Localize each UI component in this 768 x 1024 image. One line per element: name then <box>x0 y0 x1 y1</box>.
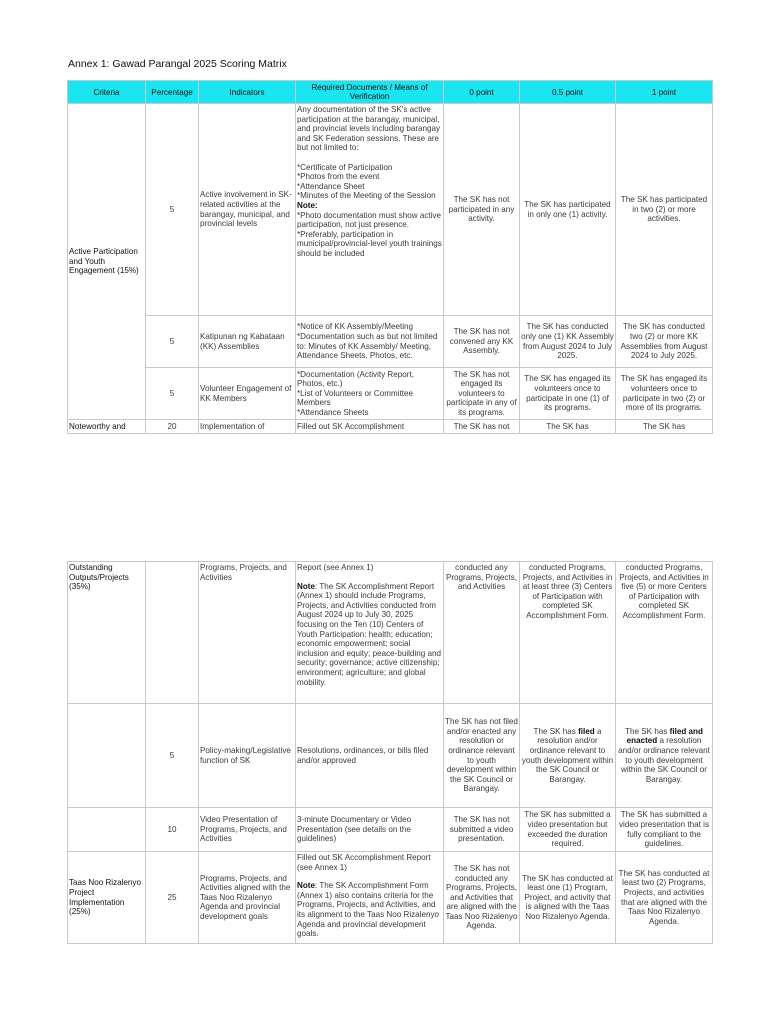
percentage-cell: 20 <box>146 420 199 434</box>
indicator-cell: Katipunan ng Kabataan (KK) Assemblies <box>199 316 296 368</box>
zero-point-cell: The SK has not participated in any activity. <box>444 104 520 316</box>
indicator-cell: Volunteer Engagement of KK Members <box>199 368 296 420</box>
header-percentage: Percentage <box>146 81 199 104</box>
percentage-cell: 5 <box>146 316 199 368</box>
zero-point-cell: conducted any Programs, Projects, and Activities <box>444 562 520 704</box>
required-documents-cell: Resolutions, ordinances, or bills filed and/or approved <box>296 704 444 808</box>
table-header-row <box>68 81 713 104</box>
required-documents-cell: *Documentation (Activity Report, Photos, etc.) *List of Volunteers or Committee Members *Attendance Sheets <box>296 368 444 420</box>
indicator-cell: Programs, Projects, and Activities aligned with the Taas Noo Rizalenyo Agenda and provincial development goals <box>199 852 296 944</box>
required-documents-cell <box>296 562 444 704</box>
table-row <box>68 104 713 316</box>
one-point-cell: conducted Programs, Projects, and Activities in five (5) or more Centers of Participation with completed SK Accomplishment Form. <box>616 562 713 704</box>
criteria-cell-outstanding-outputs: Outstanding Outputs/Projects (35%) <box>68 562 146 704</box>
note-label: Note <box>297 881 315 891</box>
one-point-cell: The SK has participated in two (2) or more activities. <box>616 104 713 316</box>
header-zero-point: 0 point <box>444 81 520 104</box>
one-point-cell: The SK has conducted at least two (2) Programs, Projects, and activities that are aligned with the Taas Noo Rizalenyo Agenda. <box>616 852 713 944</box>
zero-point-cell: The SK has not filed and/or enacted any resolution or ordinance relevant to youth development within the SK Council or Barangay. <box>444 704 520 808</box>
scoring-matrix-table-part-2 <box>67 561 713 944</box>
criteria-cell-empty <box>68 704 146 808</box>
cell-text-emphasis: filed <box>578 726 595 736</box>
scoring-matrix-table-part-1 <box>67 80 713 434</box>
one-point-cell: The SK has submitted a video presentation that is fully compliant to the guidelines. <box>616 808 713 852</box>
zero-point-cell: The SK has not engaged its volunteers to participate in any of its programs. <box>444 368 520 420</box>
note-text: : The SK Accomplishment Form (Annex 1) also contains criteria for the Programs, Projects, and Activities, and its alignment to the Taas Noo Rizalenyo Agenda and provincial development goals. <box>297 881 440 939</box>
percentage-cell: 5 <box>146 368 199 420</box>
half-point-cell: The SK has conducted only one (1) KK Assembly from August 2024 to July 2025. <box>520 316 616 368</box>
half-point-cell: The SK has participated in only one (1) activity. <box>520 104 616 316</box>
percentage-cell <box>146 562 199 704</box>
one-point-cell: The SK has engaged its volunteers once to participate in two (2) or more of its programs. <box>616 368 713 420</box>
header-criteria: Criteria <box>68 81 146 104</box>
half-point-cell: The SK has engaged its volunteers once to participate in one (1) of its programs. <box>520 368 616 420</box>
criteria-cell-taas-noo: Taas Noo Rizalenyo Project Implementation (25%) <box>68 852 146 944</box>
document-title: Annex 1: Gawad Parangal 2025 Scoring Matrix <box>68 58 287 70</box>
table-row <box>68 704 713 808</box>
required-documents-text: Report (see Annex 1) <box>297 563 374 572</box>
note-label: Note <box>297 581 315 591</box>
table-row <box>68 562 713 704</box>
cell-text-emphasis: filed and enacted <box>626 726 703 746</box>
zero-point-cell: The SK has not conducted any Programs, Projects, and Activities that are aligned with the Taas Noo Rizalenyo Agenda. <box>444 852 520 944</box>
required-documents-cell: 3-minute Documentary or Video Presentation (see details on the guidelines) <box>296 808 444 852</box>
half-point-cell: The SK has submitted a video presentation but exceeded the duration required. <box>520 808 616 852</box>
cell-text: The SK has <box>625 726 670 736</box>
table-row <box>68 852 713 944</box>
criteria-cell-noteworthy: Noteworthy and <box>68 420 146 434</box>
cell-text: a resolution and/or ordinance relevant to youth development within the SK Council or Barangay. <box>521 726 614 784</box>
table-row <box>68 420 713 434</box>
percentage-cell: 5 <box>146 704 199 808</box>
header-indicators: Indicators <box>199 81 296 104</box>
note-text: : The SK Accomplishment Report (Annex 1) should include Programs, Projects, and Activities conducted from August 2024 up to July 30, 2025 focusing on the Ten (10) Centers of Youth Participation: health; education; economic empowerment; social inclusion and equity; peace-building and security; governance; active citizenship; environment; agriculture; and global mobility. <box>297 581 441 687</box>
required-documents-cell: *Notice of KK Assembly/Meeting *Documentation such as but not limited to: Minutes of KK Assembly/ Meeting, Attendance Sheets, Photos, etc. <box>296 316 444 368</box>
note-text: *Photo documentation must show active participation, not just presence. *Preferably, participation in municipal/provincial-level youth trainings should be included <box>297 210 442 258</box>
required-documents-cell <box>296 852 444 944</box>
percentage-cell: 25 <box>146 852 199 944</box>
one-point-cell: The SK has <box>616 420 713 434</box>
zero-point-cell: The SK has not submitted a video presentation. <box>444 808 520 852</box>
required-documents-cell: Filled out SK Accomplishment <box>296 420 444 434</box>
half-point-cell: conducted Programs, Projects, and Activities in at least three (3) Centers of Participation with completed SK Accomplishment Form. <box>520 562 616 704</box>
half-point-cell <box>520 704 616 808</box>
table-row <box>68 316 713 368</box>
indicator-cell: Video Presentation of Programs, Projects, and Activities <box>199 808 296 852</box>
half-point-cell: The SK has conducted at least one (1) Program, Project, and activity that is aligned with the Taas Noo Rizalenyo Agenda. <box>520 852 616 944</box>
required-documents-text: Filled out SK Accomplishment Report (see Annex 1) <box>297 853 431 872</box>
one-point-cell: The SK has conducted two (2) or more KK Assemblies from August 2024 to July 2025. <box>616 316 713 368</box>
criteria-cell-empty <box>68 808 146 852</box>
required-documents-cell <box>296 104 444 316</box>
header-half-point: 0.5 point <box>520 81 616 104</box>
percentage-cell: 5 <box>146 104 199 316</box>
cell-text: a resolution and/or ordinance relevant to youth development within the SK Council or Barangay. <box>618 736 710 784</box>
half-point-cell: The SK has <box>520 420 616 434</box>
indicator-cell: Implementation of <box>199 420 296 434</box>
header-required-documents: Required Documents / Means of Verification <box>296 81 444 104</box>
table-row <box>68 368 713 420</box>
indicator-cell: Policy-making/Legislative function of SK <box>199 704 296 808</box>
cell-text: The SK has <box>533 726 579 736</box>
required-documents-text: Any documentation of the SK's active participation at the barangay, municipal, and provincial levels including barangay and SK Federation sessions. These are but not limited to: *Certificate of Participation *Photos from the event *Attendance Sheet *Minutes of the Meeting of the Session <box>297 105 441 201</box>
note-label: Note: <box>297 200 318 210</box>
indicator-cell: Active involvement in SK-related activities at the barangay, municipal, and provincial levels <box>199 104 296 316</box>
criteria-cell-active-participation: Active Participation and Youth Engagement (15%) <box>68 104 146 420</box>
percentage-cell: 10 <box>146 808 199 852</box>
header-one-point: 1 point <box>616 81 713 104</box>
one-point-cell <box>616 704 713 808</box>
indicator-cell: Programs, Projects, and Activities <box>199 562 296 704</box>
table-row <box>68 808 713 852</box>
zero-point-cell: The SK has not <box>444 420 520 434</box>
zero-point-cell: The SK has not convened any KK Assembly. <box>444 316 520 368</box>
